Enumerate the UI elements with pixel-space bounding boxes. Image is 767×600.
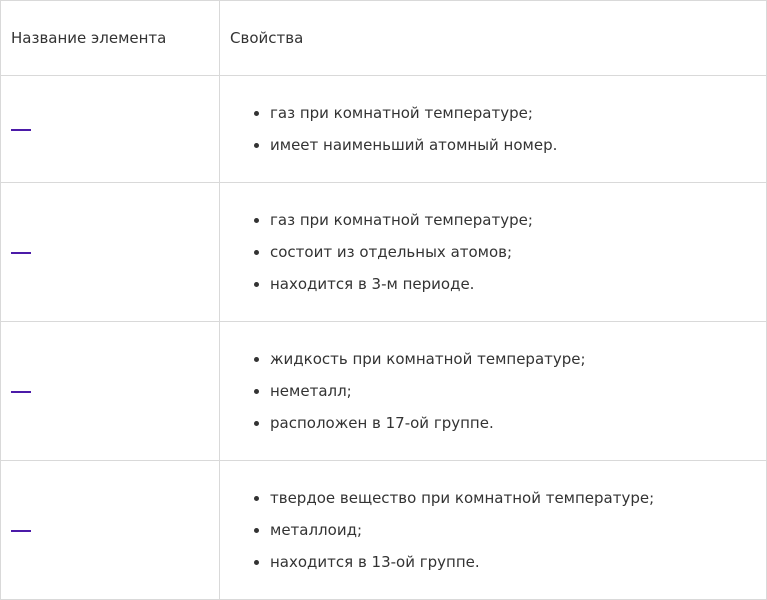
header-properties: Свойства <box>220 1 767 76</box>
answer-blank-input[interactable] <box>11 530 31 532</box>
properties-cell <box>220 322 767 461</box>
properties-cell <box>220 461 767 600</box>
answer-blank-input[interactable] <box>11 129 31 131</box>
element-name-cell <box>1 183 220 322</box>
list-item: • находится в 13-ой группе. <box>270 546 766 578</box>
properties-list <box>248 343 766 439</box>
element-name-cell <box>1 76 220 183</box>
element-name-cell <box>1 461 220 600</box>
list-item: • газ при комнатной температуре; <box>270 97 766 129</box>
table-header-row <box>1 1 767 76</box>
list-item: • имеет наименьший атомный номер. <box>270 129 766 161</box>
list-item: • расположен в 17-ой группе. <box>270 407 766 439</box>
list-item: • твердое вещество при комнатной температуре; <box>270 482 766 514</box>
header-element-name: Название элемента <box>1 1 220 76</box>
table-row <box>1 322 767 461</box>
properties-cell <box>220 183 767 322</box>
list-item: • жидкость при комнатной температуре; <box>270 343 766 375</box>
table-row <box>1 183 767 322</box>
list-item: • состоит из отдельных атомов; <box>270 236 766 268</box>
list-item: • находится в 3-м периоде. <box>270 268 766 300</box>
list-item: • неметалл; <box>270 375 766 407</box>
properties-list <box>248 204 766 300</box>
table-row <box>1 76 767 183</box>
properties-cell <box>220 76 767 183</box>
properties-list <box>248 482 766 578</box>
answer-blank-input[interactable] <box>11 391 31 393</box>
table-row <box>1 461 767 600</box>
answer-blank-input[interactable] <box>11 252 31 254</box>
element-name-cell <box>1 322 220 461</box>
list-item: • металлоид; <box>270 514 766 546</box>
list-item: • газ при комнатной температуре; <box>270 204 766 236</box>
properties-list <box>248 97 766 161</box>
